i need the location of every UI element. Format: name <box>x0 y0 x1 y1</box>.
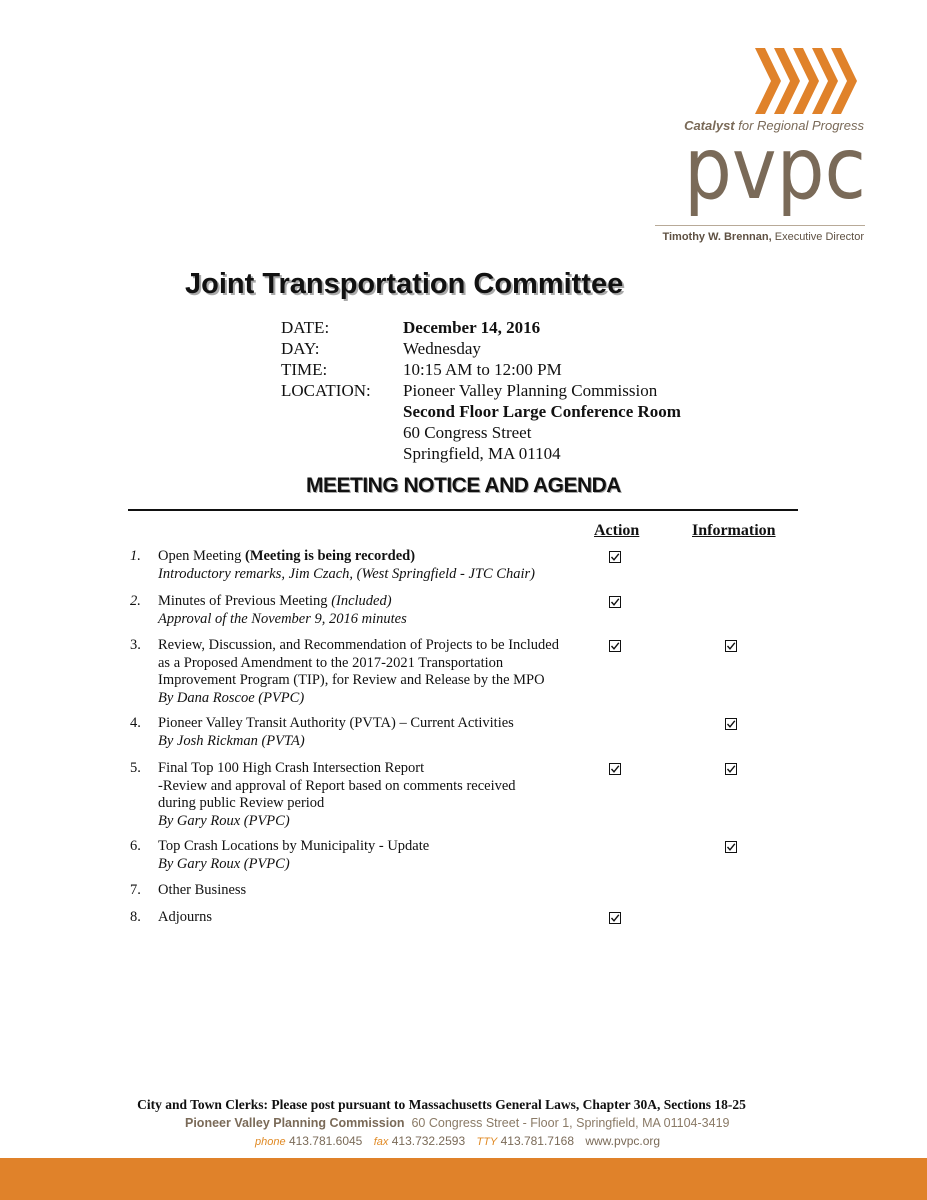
agenda-text-segment: By Dana Roscoe (PVPC) <box>158 689 305 706</box>
agenda-item-line <box>158 856 598 874</box>
information-checkbox-icon <box>725 763 737 775</box>
agenda-text-segment: Adjourns <box>158 909 212 925</box>
meeting-detail-label: DAY: <box>281 339 320 358</box>
agenda-item-text <box>158 760 598 830</box>
information-checkbox-icon <box>725 718 737 730</box>
agenda-text-segment: (Meeting is being recorded) <box>244 548 416 564</box>
agenda-text-segment: Open Meeting <box>158 548 245 564</box>
agenda-item-line <box>158 715 598 733</box>
agenda-item-number: 8. <box>130 909 141 925</box>
meeting-detail-value: Pioneer Valley Planning Commission <box>403 381 658 400</box>
information-checkbox-icon <box>725 841 737 853</box>
pvpc-logo <box>655 44 870 249</box>
information-checkbox-icon <box>725 640 737 652</box>
action-checkbox-icon <box>609 551 621 563</box>
pvpc-wordmark <box>683 136 868 218</box>
agenda-item-number: 3. <box>130 637 141 653</box>
agenda-item-text <box>158 715 598 750</box>
agenda-item-line <box>158 813 598 831</box>
column-header-action: Action <box>594 522 640 539</box>
website-link[interactable]: www.pvpc.org <box>585 1134 661 1148</box>
agenda-item-line <box>158 778 598 796</box>
agenda-text-segment: Introductory remarks, Jim Czach, (West Springfield - JTC Chair) <box>158 565 535 582</box>
agenda-item-line <box>158 566 598 584</box>
agenda-item-line <box>158 593 598 611</box>
agenda-item-line <box>158 909 598 927</box>
action-checkbox-icon <box>609 640 621 652</box>
org-address: Pioneer Valley Planning Commission 60 Congress Street - Floor 1, Springfield, MA 01104-3419 <box>185 1116 730 1130</box>
meeting-detail-value: Springfield, MA 01104 <box>403 444 561 463</box>
meeting-detail-value: December 14, 2016 <box>403 318 541 337</box>
agenda-item-text <box>158 882 598 900</box>
svg-text:pvpc: pvpc <box>684 136 866 218</box>
meeting-detail-label: TIME: <box>281 360 328 379</box>
agenda-text-segment: as a Proposed Amendment to the 2017-2021 Transportation <box>158 654 504 671</box>
agenda-item-text <box>158 593 598 628</box>
logo-divider <box>655 225 865 226</box>
agenda-item-number: 5. <box>130 760 141 776</box>
chevron-arrows-icon <box>755 48 867 114</box>
meeting-detail-value: 10:15 AM to 12:00 PM <box>403 360 562 379</box>
agenda-item-line <box>158 882 598 900</box>
agenda-text-segment: during public Review period <box>158 795 325 811</box>
agenda-text-segment: Improvement Program (TIP), for Review and Release by the MPO <box>158 672 545 688</box>
posting-notice: City and Town Clerks: Please post pursuant to Massachusetts General Laws, Chapter 30A, Sections 18-25 <box>137 1097 746 1112</box>
agenda-item-line <box>158 733 598 751</box>
heading-divider <box>128 509 798 511</box>
agenda-item-line <box>158 672 598 690</box>
agenda-item-line <box>158 637 598 655</box>
agenda-item-text <box>158 548 598 583</box>
agenda-item-line <box>158 760 598 778</box>
meeting-detail-label: LOCATION: <box>281 381 371 400</box>
agenda-item-line <box>158 655 598 673</box>
agenda-text-segment: (Included) <box>331 593 392 609</box>
footer-bar <box>0 1158 927 1200</box>
agenda-text-segment: By Josh Rickman (PVTA) <box>158 732 305 749</box>
agenda-item-line <box>158 690 598 708</box>
agenda-item-line <box>158 795 598 813</box>
action-checkbox-icon <box>609 912 621 924</box>
agenda-heading: MEETING NOTICE AND AGENDA <box>306 474 621 497</box>
agenda-item-number: 1. <box>130 548 141 564</box>
agenda-text-segment: -Review and approval of Report based on comments received <box>158 777 516 794</box>
agenda-item-line <box>158 838 598 856</box>
meeting-detail-value: Second Floor Large Conference Room <box>403 402 681 421</box>
agenda-item-number: 4. <box>130 715 141 731</box>
agenda-text-segment: Review, Discussion, and Recommendation of Projects to be Included <box>158 637 559 653</box>
meeting-detail-label: DATE: <box>281 318 330 337</box>
meeting-detail-value: Wednesday <box>403 339 481 358</box>
agenda-text-segment: Final Top 100 High Crash Intersection Report <box>158 760 425 776</box>
meeting-detail-value: 60 Congress Street <box>403 423 532 442</box>
action-checkbox-icon <box>609 763 621 775</box>
agenda-item-number: 7. <box>130 882 141 898</box>
executive-director: Timothy W. Brennan, Executive Director <box>662 231 864 243</box>
agenda-item-line <box>158 611 598 629</box>
agenda-item-text <box>158 838 598 873</box>
agenda-item-text <box>158 637 598 707</box>
agenda-item-number: 2. <box>130 593 141 609</box>
agenda-text-segment: Pioneer Valley Transit Authority (PVTA) – Current Activities <box>158 715 514 731</box>
agenda-item-text <box>158 909 598 927</box>
action-checkbox-icon <box>609 596 621 608</box>
column-header-information: Information <box>692 522 776 539</box>
contact-info: phone 413.781.6045 fax 413.732.2593 TTY 413.781.7168 www.pvpc.org <box>255 1134 661 1148</box>
agenda-text-segment: Other Business <box>158 882 247 898</box>
agenda-text-segment: By Gary Roux (PVPC) <box>158 855 290 872</box>
agenda-text-segment: Minutes of Previous Meeting <box>158 593 332 609</box>
agenda-text-segment: Top Crash Locations by Municipality - Update <box>158 838 430 854</box>
agenda-item-number: 6. <box>130 838 141 854</box>
agenda-text-segment: Approval of the November 9, 2016 minutes <box>158 610 407 627</box>
agenda-item-line <box>158 548 598 566</box>
agenda-text-segment: By Gary Roux (PVPC) <box>158 812 290 829</box>
page-title: Joint Transportation Committee <box>185 268 624 300</box>
logo-tagline: Catalyst for Regional Progress <box>684 118 864 133</box>
